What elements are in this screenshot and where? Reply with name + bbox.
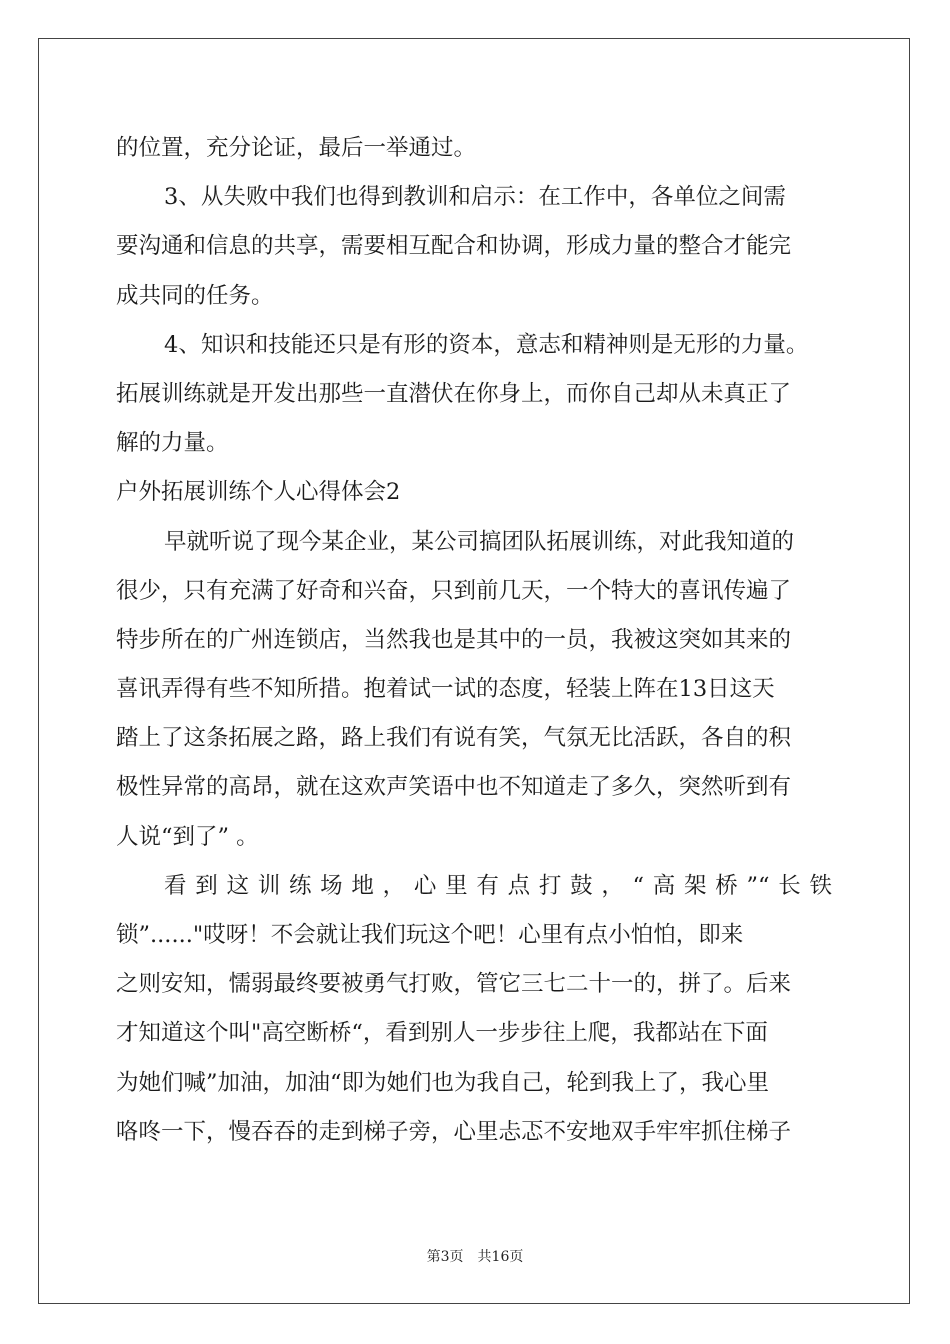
text-line: 3、从失败中我们也得到教训和启示：在工作中，各单位之间需 — [164, 184, 786, 211]
document-body — [116, 124, 832, 1157]
text-line: 解的力量。 — [116, 430, 229, 457]
section-heading: 户外拓展训练个人心得体会2 — [116, 479, 401, 506]
text-line: 锁”......"哎呀！不会就让我们玩这个吧！心里有点小怕怕，即来 — [116, 922, 744, 948]
text-line: 4、知识和技能还只是有形的资本，意志和精神则是无形的力量。 — [164, 331, 809, 358]
text-line: 特步所在的广州连锁店，当然我也是其中的一员，我被这突如其来的 — [116, 626, 792, 653]
text-line: 早就听说了现今某企业，某公司搞团队拓展训练，对此我知道的 — [164, 528, 795, 555]
text-line: 成共同的任务。 — [116, 282, 274, 309]
page-number: 第3页 共16页 — [426, 1249, 524, 1265]
text-line: 极性异常的高昂，就在这欢声笑语中也不知道走了多久，突然听到有 — [116, 774, 792, 801]
text-line: 喜讯弄得有些不知所措。抱着试一试的态度，轻装上阵在13日这天 — [116, 676, 775, 703]
text-line: 拓展训练就是开发出那些一直潜伏在你身上，而你自己却从未真正了 — [116, 380, 792, 407]
text-line: 的位置，充分论证，最后一举通过。 — [116, 135, 477, 161]
text-line: 踏上了这条拓展之路，路上我们有说有笑，气氛无比活跃，各自的积 — [116, 725, 792, 752]
text-line: 人说“到了” 。 — [116, 823, 259, 850]
text-line: 看到这训练场地，心里有点打鼓，“高架桥”“长铁 — [164, 872, 832, 899]
text-line: 很少，只有充满了好奇和兴奋，只到前几天，一个特大的喜讯传遍了 — [116, 577, 792, 604]
text-line: 之则安知，懦弱最终要被勇气打败，管它三七二十一的，拼了。后来 — [116, 971, 792, 998]
text-line: 才知道这个叫"高空断桥“，看到别人一步步往上爬，我都站在下面 — [116, 1020, 768, 1047]
text-line: 咯咚一下，慢吞吞的走到梯子旁，心里忐忑不安地双手牢牢抓住梯子 — [116, 1118, 792, 1145]
text-line: 为她们喊”加油，加油“即为她们也为我自己，轮到我上了，我心里 — [116, 1069, 770, 1096]
text-line: 要沟通和信息的共享，需要相互配合和协调，形成力量的整合才能完 — [116, 233, 792, 260]
